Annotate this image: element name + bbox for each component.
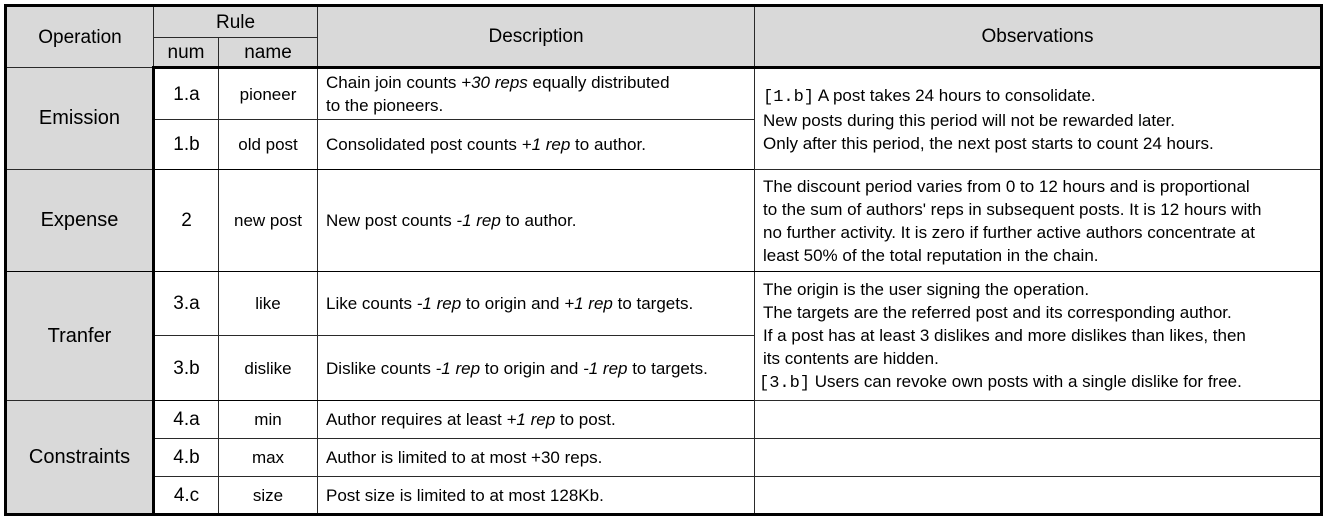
rule-name: old post: [219, 120, 318, 170]
table-row: [6, 439, 1322, 477]
header-num: num: [154, 38, 219, 68]
rules-table: [4, 4, 1323, 516]
rule-num: 2: [154, 170, 219, 272]
rule-num: 1.b: [154, 120, 219, 170]
observations-empty: [755, 401, 1322, 439]
observations-empty: [755, 439, 1322, 477]
table-row: [6, 272, 1322, 336]
rule-description: Like counts -1 rep to origin and +1 rep to targets.: [318, 272, 755, 336]
observations-transfer: The origin is the user signing the operation. The targets are the referred post and its corresponding author. If a post has at least 3 dislikes and more dislikes than likes, then its contents are hidden. [3.b] Users can revoke own posts with a single dislike for free.: [755, 272, 1322, 401]
rule-description: Author requires at least +1 rep to post.: [318, 401, 755, 439]
observations-expense: The discount period varies from 0 to 12 hours and is proportional to the sum of authors' reps in subsequent posts. It is 12 hours with no further activity. It is zero if further active authors concentrate at least 50% of the total reputation in the chain.: [755, 170, 1322, 272]
rule-num: 3.a: [154, 272, 219, 336]
operation-expense: Expense: [6, 170, 154, 272]
operation-constraints: Constraints: [6, 401, 154, 515]
rule-name: dislike: [219, 336, 318, 401]
rule-name: min: [219, 401, 318, 439]
header-description: Description: [318, 6, 755, 68]
rule-description: Consolidated post counts +1 rep to author.: [318, 120, 755, 170]
rule-num: 1.a: [154, 68, 219, 120]
rule-description: New post counts -1 rep to author.: [318, 170, 755, 272]
header-rule: Rule: [154, 6, 318, 38]
table-row: [6, 170, 1322, 272]
rule-num: 4.c: [154, 477, 219, 515]
rule-description: Chain join counts +30 reps equally distributed to the pioneers.: [318, 68, 755, 120]
header-name: name: [219, 38, 318, 68]
rule-description: Author is limited to at most +30 reps.: [318, 439, 755, 477]
table-row: [6, 401, 1322, 439]
table-row: [6, 68, 1322, 120]
operation-transfer: Tranfer: [6, 272, 154, 401]
rule-name: like: [219, 272, 318, 336]
observations-emission: [1.b] A post takes 24 hours to consolidate. New posts during this period will not be rewarded later. Only after this period, the next post starts to count 24 hours.: [755, 68, 1322, 170]
rule-name: max: [219, 439, 318, 477]
rule-num: 4.b: [154, 439, 219, 477]
operation-emission: Emission: [6, 68, 154, 170]
header-operation: Operation: [6, 6, 154, 68]
rule-description: Post size is limited to at most 128Kb.: [318, 477, 755, 515]
rule-name: new post: [219, 170, 318, 272]
rule-name: pioneer: [219, 68, 318, 120]
rule-num: 3.b: [154, 336, 219, 401]
rule-name: size: [219, 477, 318, 515]
rule-num: 4.a: [154, 401, 219, 439]
header-observations: Observations: [755, 6, 1322, 68]
rule-description: Dislike counts -1 rep to origin and -1 rep to targets.: [318, 336, 755, 401]
table-row: [6, 477, 1322, 515]
observations-empty: [755, 477, 1322, 515]
